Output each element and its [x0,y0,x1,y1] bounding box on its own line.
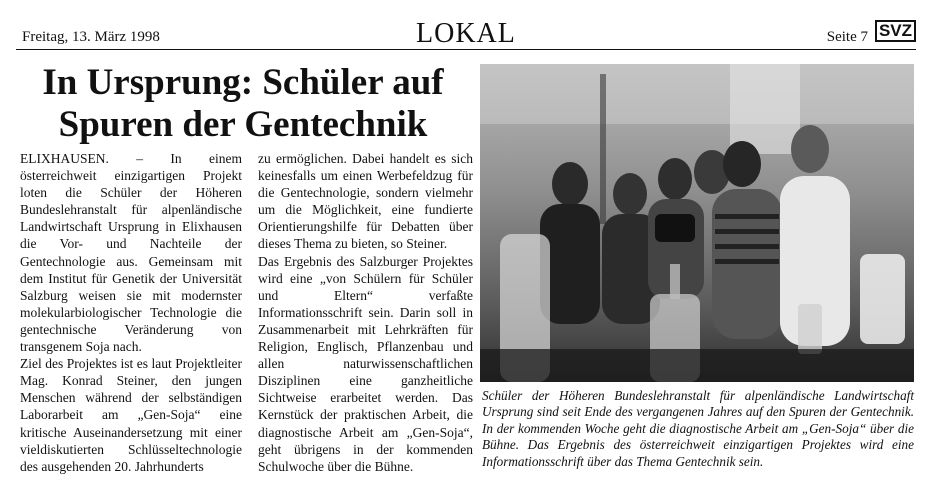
section-title: LOKAL [416,18,516,49]
newspaper-logo: SVZ [875,20,916,42]
headline-line-2: Spuren der Gentechnik [58,104,428,145]
issue-date: Freitag, 13. März 1998 [22,29,160,45]
photo-caption: Schüler der Höheren Bundeslehranstalt für alpenländische Landwirtschaft Ursprung sind seit Ende des vergangenen Jahres auf den Spuren der Gentechnik. In der kommenden Woche geht die diagnostische Arbeit am „Gen-Soja“ über die Bühne. Das Ergebnis des österreichweit einzigartigen Projektes wird eine Informationsschrift über das Thema Gentechnik sein. [482,388,914,469]
column-1-text: ELIXHAUSEN. – In einem österreichweit einzigartigen Projekt loten die Schüler der Höheren Bundeslehranstalt für alpenländische Landwirtschaft Ursprung in Elixhausen die Vor- und Nachteile der Gentechnologie aus. Gemeinsam mit dem Institut für Genetik der Universität Salzburg weisen sie mit modernster molekularbiologischer Technologie die gentechnische Veränderung von transgenem Soja nach. Ziel des Projektes ist es laut Projektleiter Mag. Konrad Steiner, den jungen Menschen während der selbständigen Laborarbeit am „Gen-Soja“ eine kritische Auseinandersetzung mit einer vieldiskutierten Schlüsseltechnologie des ausgehenden 20. Jahrhunderts [20,151,242,474]
lab-photo-illustration [480,64,914,382]
article-column-1 [20,150,242,475]
newspaper-header [16,16,916,50]
headline-line-1: In Ursprung: Schüler auf [42,62,444,103]
column-2-text: zu ermöglichen. Dabei handelt es sich keinesfalls um einen Werbefeldzug für die Gentechnologie, sondern vielmehr um die Möglichkeit, eine fundierte Orientierungshilfe für Debatten über dieses Thema zu bieten, so Steiner. Das Ergebnis des Salzburger Projektes wird eine „von Schülern für Schüler und Eltern“ verfaßte Informationsschrift sein. Darin soll in Zusammenarbeit mit Lehrkräften für Religion, Englisch, Pflanzenbau und allen naturwissenschaftlichen Disziplinen eine ganzheitliche Sichtweise erarbeitet werden. Das Kernstück der praktischen Arbeit, die diagnostische Arbeit am „Gen-Soja“, geht übrigens in der kommenden Schulwoche über die Bühne. [258,151,473,474]
header-rule [16,49,916,50]
article-headline [18,62,468,146]
article-column-2 [258,150,473,475]
page-number: Seite 7 [826,29,868,45]
article-photo [480,64,914,382]
